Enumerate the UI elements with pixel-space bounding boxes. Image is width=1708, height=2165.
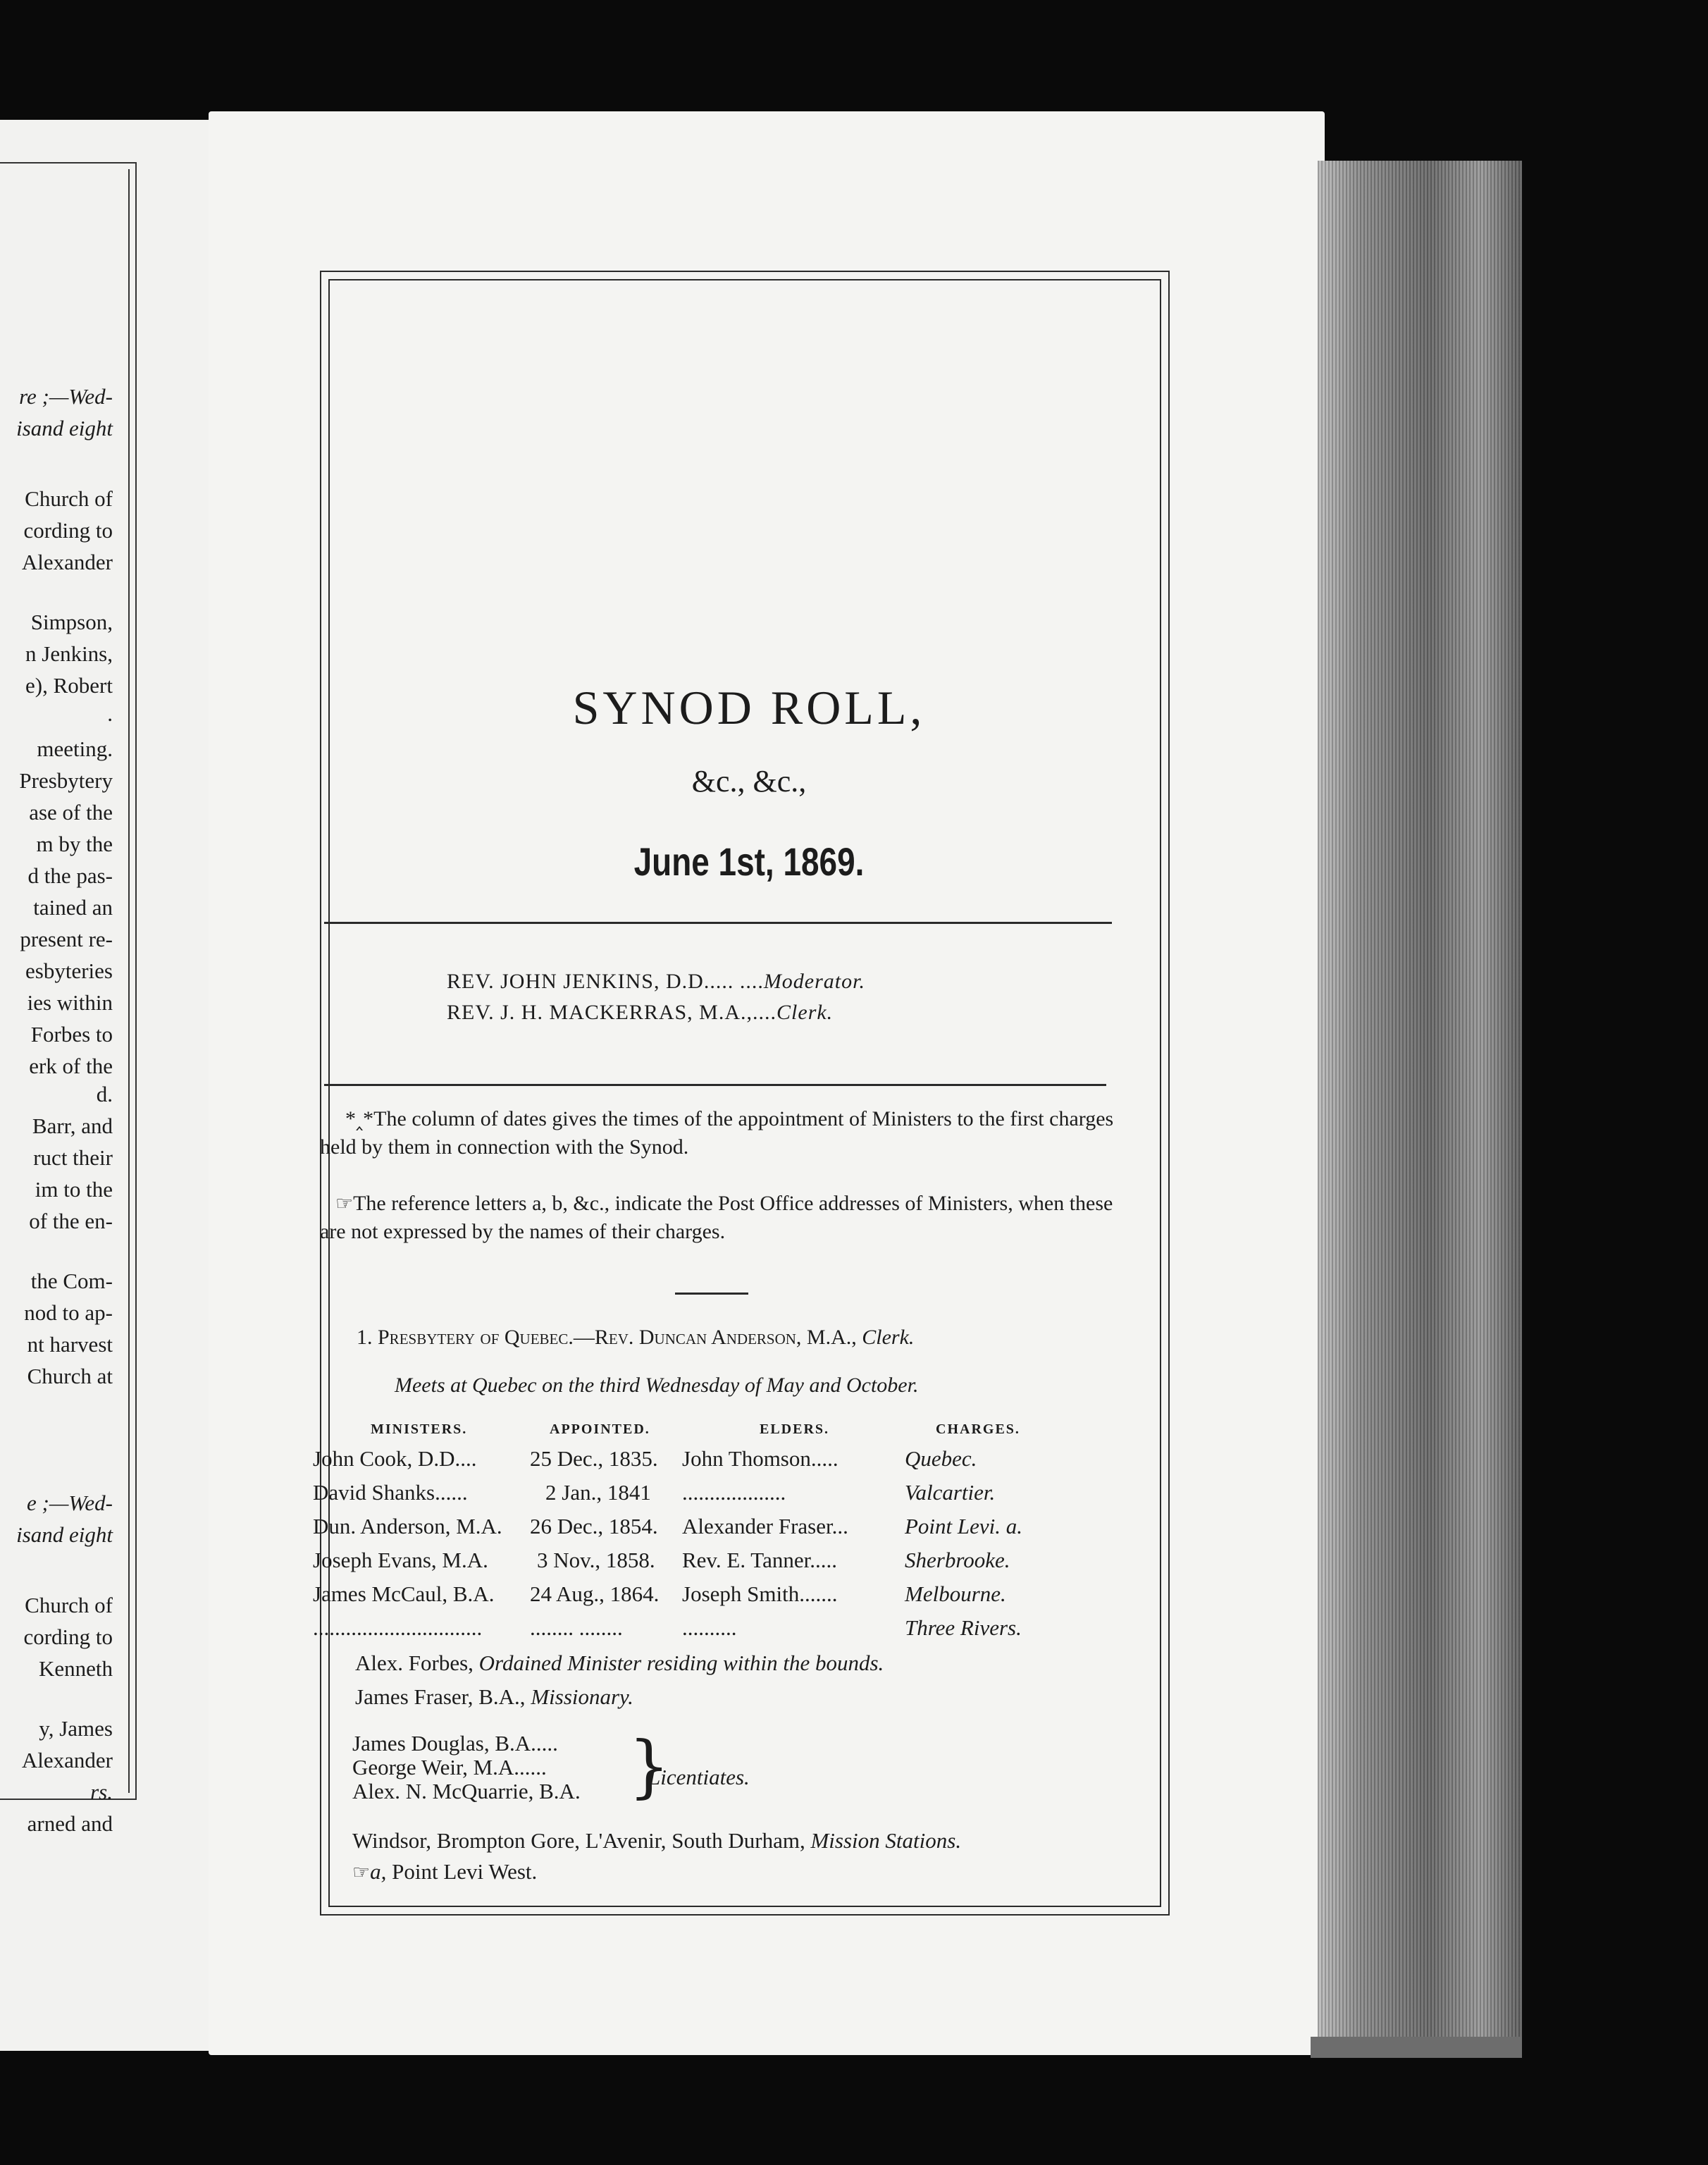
page-edges: [1318, 161, 1522, 2037]
left-page-line: ies within: [27, 990, 113, 1015]
brace-icon: }: [629, 1727, 670, 1806]
officer-clerk: [447, 1001, 833, 1025]
officer-role: Moderator.: [763, 970, 865, 993]
licentiate-name: Alex. N. McQuarrie, B.A.: [352, 1779, 581, 1803]
left-page-line: esbyteries: [25, 958, 113, 983]
charge-cell: Quebec.: [905, 1446, 977, 1471]
footnote: [352, 1859, 537, 1885]
note-text: The column of dates gives the times of the appointment of Ministers to the first charges held by them in connection with the Synod.: [320, 1107, 1114, 1159]
asterism-icon: *‸*: [345, 1107, 374, 1130]
note-dates: [320, 1105, 1123, 1161]
appointed-cell: 24 Aug., 1864.: [530, 1581, 660, 1606]
left-page-line: isand eight: [16, 416, 113, 440]
left-page-line: Simpson,: [30, 610, 113, 634]
left-page-line: the Com-: [30, 1269, 113, 1293]
note-reference-letters: [320, 1190, 1123, 1246]
ordained-name: Alex. Forbes,: [355, 1651, 474, 1675]
appointed-cell: ........ ........: [530, 1615, 623, 1640]
appointed-cell: 2 Jan., 1841: [545, 1480, 651, 1505]
divider-rule: [324, 922, 1112, 924]
meeting-info: Meets at Quebec on the third Wednesday of May and October.: [395, 1374, 919, 1397]
column-header-charges: CHARGES.: [936, 1421, 1020, 1437]
left-page-line: .: [107, 701, 113, 726]
left-page-line: ase of the: [29, 800, 113, 825]
column-header-elders: ELDERS.: [760, 1421, 830, 1437]
left-page-line: nt harvest: [27, 1332, 113, 1357]
left-page-line: Kenneth: [38, 1656, 113, 1681]
column-header-ministers: MINISTERS.: [371, 1421, 468, 1437]
pointing-hand-icon: ☞: [352, 1861, 371, 1884]
left-page-line: erk of the: [29, 1054, 113, 1078]
presbytery-heading: [357, 1326, 914, 1350]
left-page-line: Alexander: [21, 1748, 113, 1772]
mission-stations: [352, 1828, 961, 1853]
page-date: June 1st, 1869.: [633, 839, 865, 884]
minister-cell: David Shanks......: [313, 1480, 468, 1505]
page-title: SYNOD ROLL,: [572, 681, 926, 734]
stations-text: Windsor, Brompton Gore, L'Avenir, South Durham,: [352, 1828, 805, 1853]
footnote-text: Point Levi West.: [392, 1859, 538, 1884]
note-text: The reference letters a, b, &c., indicate the Post Office addresses of Ministers, when these are not expressed by the names of their charges.: [320, 1192, 1113, 1243]
left-page-line: arned and: [27, 1811, 113, 1836]
left-page-line: d the pas-: [27, 863, 113, 888]
charge-cell: Melbourne.: [905, 1581, 1006, 1606]
officer-dots: ....: [753, 1001, 777, 1024]
left-page-line: d.: [96, 1082, 113, 1106]
left-page-line: nod to ap-: [24, 1300, 113, 1325]
minister-cell: John Cook, D.D....: [313, 1446, 477, 1471]
minister-cell: Joseph Evans, M.A.: [313, 1548, 488, 1572]
left-page-line: e), Robert: [25, 673, 113, 698]
left-page-line: cording to: [23, 518, 113, 543]
presbytery-clerk-role: Clerk.: [862, 1326, 915, 1349]
page-subtitle: &c., &c.,: [691, 764, 807, 798]
left-page-line: Barr, and: [32, 1114, 113, 1138]
left-page-line: re ;—Wed-: [19, 384, 113, 409]
presbytery-number: 1.: [357, 1326, 373, 1349]
elder-cell: Alexander Fraser...: [682, 1514, 848, 1538]
licentiates-label: Licentiates.: [648, 1765, 750, 1789]
left-page-line: present re-: [20, 927, 113, 951]
short-rule: [675, 1293, 748, 1295]
charge-cell: Sherbrooke.: [905, 1548, 1010, 1572]
licentiate-name: James Douglas, B.A.....: [352, 1731, 558, 1756]
left-page-line: cording to: [23, 1624, 113, 1649]
left-page-line: Presbytery: [19, 768, 113, 793]
appointed-cell: 26 Dec., 1854.: [530, 1514, 658, 1538]
column-header-appointed: APPOINTED.: [550, 1421, 650, 1437]
officer-name: REV. JOHN JENKINS, D.D: [447, 970, 704, 993]
left-page-line: Church at: [27, 1364, 113, 1388]
elder-cell: John Thomson.....: [682, 1446, 838, 1471]
officer-moderator: [447, 970, 865, 994]
elder-cell: Joseph Smith.......: [682, 1581, 838, 1606]
left-page-line: m by the: [36, 832, 113, 856]
left-page-line: e ;—Wed-: [27, 1491, 113, 1515]
left-page-line: Alexander: [21, 550, 113, 574]
page-edge-bottom: [1311, 2037, 1522, 2058]
footnote-letter: a,: [370, 1859, 387, 1884]
officer-name: REV. J. H. MACKERRAS, M.A.,: [447, 1001, 753, 1024]
charge-cell: Point Levi. a.: [905, 1514, 1023, 1538]
left-page-line: im to the: [35, 1177, 113, 1202]
presbytery-clerk: —Rev. Duncan Anderson, M.A.,: [573, 1326, 857, 1349]
officer-role: Clerk.: [776, 1001, 834, 1024]
charge-cell: Valcartier.: [905, 1480, 996, 1505]
officer-dots: ..... ....: [703, 970, 764, 993]
left-page-line: rs.: [90, 1780, 113, 1804]
appointed-cell: 3 Nov., 1858.: [537, 1548, 655, 1572]
elder-cell: ...................: [682, 1480, 786, 1505]
missionary: [355, 1684, 633, 1710]
elder-cell: Rev. E. Tanner.....: [682, 1548, 837, 1572]
licentiate-name: George Weir, M.A......: [352, 1755, 547, 1780]
left-page-line: isand eight: [16, 1522, 113, 1547]
minister-cell: James McCaul, B.A.: [313, 1581, 495, 1606]
left-page-line: meeting.: [37, 736, 113, 761]
ordained-minister: [355, 1651, 884, 1676]
left-page-line: Forbes to: [30, 1022, 113, 1047]
left-page-line: tained an: [33, 895, 113, 920]
minister-cell: ...............................: [313, 1615, 483, 1640]
elder-cell: ..........: [682, 1615, 737, 1640]
minister-cell: Dun. Anderson, M.A.: [313, 1514, 502, 1538]
left-page-line: n Jenkins,: [25, 641, 113, 666]
appointed-cell: 25 Dec., 1835.: [530, 1446, 658, 1471]
charge-cell: Three Rivers.: [905, 1615, 1022, 1640]
missionary-desc: Missionary.: [531, 1684, 633, 1709]
left-page-line: ruct their: [33, 1145, 113, 1170]
left-page-line: y, James: [39, 1716, 113, 1741]
left-page-line: of the en-: [29, 1209, 113, 1233]
ordained-desc: Ordained Minister residing within the bounds.: [478, 1651, 884, 1675]
pointing-hand-icon: ☞: [335, 1192, 354, 1215]
divider-rule: [324, 1084, 1106, 1086]
stations-label: Mission Stations.: [810, 1828, 962, 1853]
missionary-name: James Fraser, B.A.,: [355, 1684, 526, 1709]
left-page-line: Church of: [25, 486, 113, 511]
left-page-line: Church of: [25, 1593, 113, 1617]
presbytery-name: Presbytery of Quebec.: [378, 1326, 574, 1349]
